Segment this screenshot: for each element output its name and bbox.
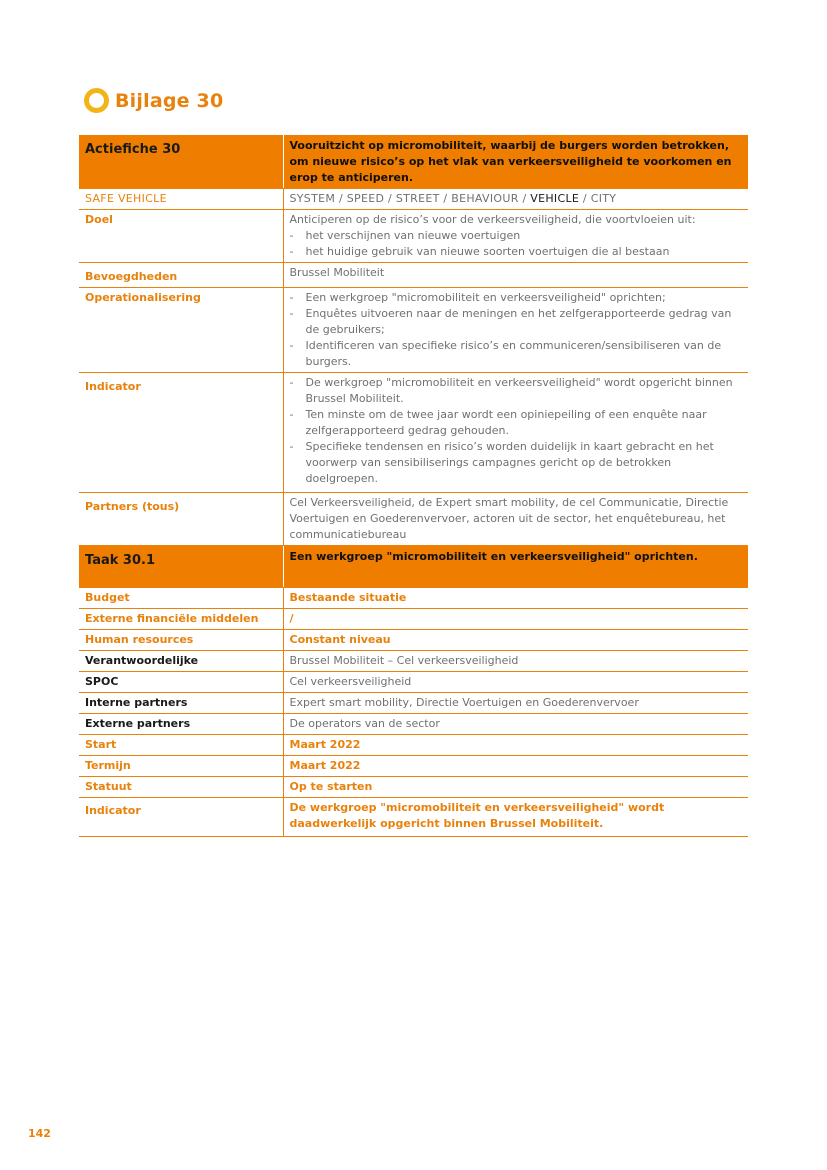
task-description: Een werkgroep "micromobiliteit en verkeersveiligheid" oprichten. <box>283 546 748 588</box>
termijn-label: Termijn <box>79 756 283 777</box>
doel-row <box>79 210 748 263</box>
statuut-label: Statuut <box>79 777 283 798</box>
category-item: STREET <box>395 192 440 205</box>
header-description: Vooruitzicht op micromobiliteit, waarbij de burgers worden betrokken, om nieuwe risico’s op het vlak van verkeersveiligheid te voorkomen en erop te anticiperen. <box>283 135 748 189</box>
responsible-label: Verantwoordelijke <box>79 651 283 672</box>
table-row <box>79 777 748 798</box>
indicator-value <box>283 373 748 493</box>
external-funding-label: Externe financiële middelen <box>79 609 283 630</box>
category-items <box>283 189 748 210</box>
task-indicator-value: De werkgroep "micromobiliteit en verkeersveiligheid" wordt daadwerkelijk opgericht binnen Brussel Mobiliteit. <box>283 798 748 837</box>
table-row <box>79 714 748 735</box>
bevoegdheden-value: Brussel Mobiliteit <box>283 263 748 288</box>
list-item: - De werkgroep "micromobiliteit en verkeersveiligheid" wordt opgericht binnen Brussel Mobiliteit. <box>289 376 733 405</box>
category-row <box>79 189 748 210</box>
task-header-row <box>79 546 748 588</box>
start-value: Maart 2022 <box>283 735 748 756</box>
spoc-label: SPOC <box>79 672 283 693</box>
partners-label: Partners (tous) <box>79 493 283 546</box>
doel-value <box>283 210 748 263</box>
spoc-value: Cel verkeersveiligheid <box>283 672 748 693</box>
termijn-value: Maart 2022 <box>283 756 748 777</box>
page-title-text: Bijlage 30 <box>115 89 224 112</box>
table-row <box>79 609 748 630</box>
table-row <box>79 693 748 714</box>
category-label: SAFE VEHICLE <box>79 189 283 210</box>
doel-label: Doel <box>79 210 283 263</box>
partners-value: Cel Verkeersveiligheid, de Expert smart mobility, de cel Communicatie, Directie Voertuigen en Goederenvervoer, actoren uit de sector, het enquêtebureau, het communicatiebureau <box>283 493 748 546</box>
indicator-row <box>79 373 748 493</box>
budget-value: Bestaande situatie <box>283 588 748 609</box>
circle-bullet-icon <box>84 88 109 113</box>
page-number: 142 <box>28 1127 51 1140</box>
category-separator: / <box>335 192 347 205</box>
category-item: SPEED <box>346 192 385 205</box>
category-separator: / <box>579 192 591 205</box>
table-row <box>79 630 748 651</box>
list-item: - Specifieke tendensen en risico’s worden duidelijk in kaart gebracht en het voorwerp van sensibiliserings campagnes gericht op de betrokken doelgroepen. <box>289 440 714 485</box>
external-partners-value: De operators van de sector <box>283 714 748 735</box>
category-item-selected: VEHICLE <box>530 192 580 205</box>
category-item: SYSTEM <box>289 192 336 205</box>
page-title <box>84 88 223 113</box>
task-indicator-label: Indicator <box>79 798 283 837</box>
partners-row <box>79 493 748 546</box>
responsible-value: Brussel Mobiliteit – Cel verkeersveiligheid <box>283 651 748 672</box>
category-separator: / <box>518 192 531 205</box>
human-resources-label: Human resources <box>79 630 283 651</box>
list-item: - het verschijnen van nieuwe voertuigen <box>289 229 521 242</box>
doel-intro: Anticiperen op de risico’s voor de verkeersveiligheid, die voortvloeien uit: <box>289 213 696 226</box>
bevoegdheden-label: Bevoegdheden <box>79 263 283 288</box>
category-separator: / <box>384 192 396 205</box>
budget-label: Budget <box>79 588 283 609</box>
bevoegdheden-row <box>79 263 748 288</box>
external-partners-label: Externe partners <box>79 714 283 735</box>
external-funding-value: / <box>283 609 748 630</box>
list-item: - het huidige gebruik van nieuwe soorten voertuigen die al bestaan <box>289 245 670 258</box>
task-label: Taak 30.1 <box>79 546 283 588</box>
operationalisering-value <box>283 288 748 373</box>
table-row <box>79 588 748 609</box>
list-item: - Ten minste om de twee jaar wordt een opiniepeiling of een enquête naar zelfgerapporteerd gedrag gehouden. <box>289 408 707 437</box>
category-item: BEHAVIOUR <box>451 192 519 205</box>
table-row <box>79 735 748 756</box>
header-label: Actiefiche 30 <box>79 135 283 189</box>
list-item: - Een werkgroep "micromobiliteit en verkeersveiligheid" oprichten; <box>289 291 666 304</box>
table-row <box>79 798 748 837</box>
header-row <box>79 135 748 189</box>
internal-partners-label: Interne partners <box>79 693 283 714</box>
statuut-value: Op te starten <box>283 777 748 798</box>
table-row <box>79 672 748 693</box>
action-sheet-table <box>79 135 748 837</box>
table-row <box>79 651 748 672</box>
list-item: - Enquêtes uitvoeren naar de meningen en het zelfgerapporteerde gedrag van de gebruikers; <box>289 307 732 336</box>
table-row <box>79 756 748 777</box>
indicator-label: Indicator <box>79 373 283 493</box>
list-item: - Identificeren van specifieke risico’s en communiceren/sensibiliseren van de burgers. <box>289 339 722 368</box>
internal-partners-value: Expert smart mobility, Directie Voertuigen en Goederenvervoer <box>283 693 748 714</box>
operationalisering-row <box>79 288 748 373</box>
operationalisering-label: Operationalisering <box>79 288 283 373</box>
start-label: Start <box>79 735 283 756</box>
category-item: CITY <box>590 192 617 205</box>
human-resources-value: Constant niveau <box>283 630 748 651</box>
category-separator: / <box>439 192 452 205</box>
